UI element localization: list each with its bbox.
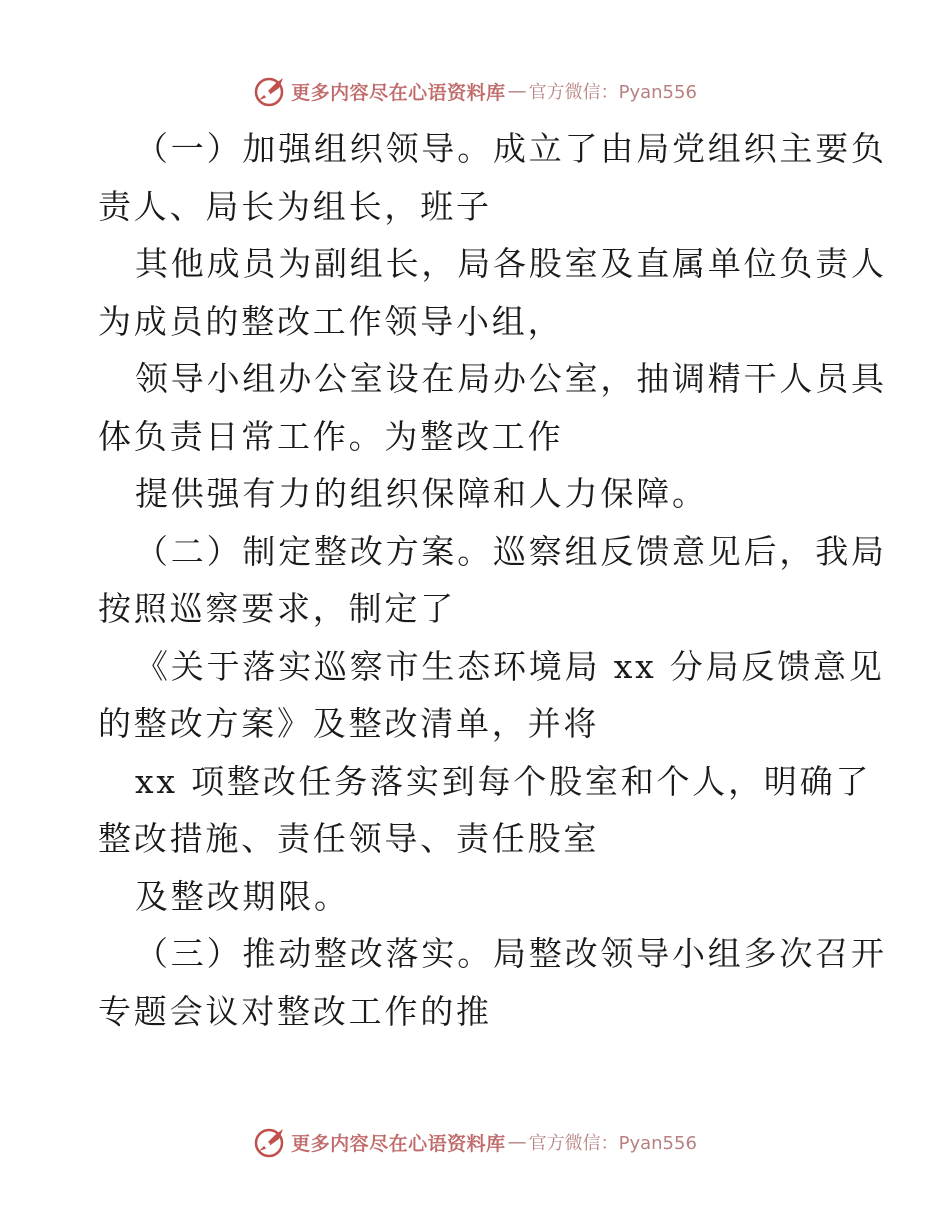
quill-logo-icon (253, 74, 287, 108)
text-line: 专题会议对整改工作的推 (98, 991, 492, 1031)
text-line: 《关于落实巡察市生态环境局 xx 分局反馈意见 (135, 646, 885, 686)
banner-site-text: 更多内容尽在心语资料库 (291, 1132, 506, 1155)
text-line: 体负责日常工作。为整改工作 (98, 416, 564, 456)
text-line: （三）推动整改落实。局整改领导小组多次召开 (135, 934, 887, 973)
banner-wechat-text: 官方微信：Pyan556 (528, 1133, 697, 1154)
document-body (98, 120, 887, 1040)
banner-separator: — (507, 1131, 527, 1153)
footer-banner (0, 1122, 950, 1162)
banner-separator: — (507, 80, 527, 102)
text-line: 按照巡察要求，制定了 (98, 589, 456, 628)
quill-logo-icon (253, 1125, 287, 1159)
text-line: 为成员的整改工作领导小组， (98, 301, 564, 341)
text-line: 的整改方案》及整改清单，并将 (98, 704, 600, 743)
text-line: （一）加强组织领导。成立了由局党组织主要负 (135, 129, 887, 168)
text-line: xx 项整改任务落实到每个股室和个人，明确了 (135, 761, 872, 801)
banner-wechat-text: 官方微信：Pyan556 (528, 82, 697, 103)
text-line: 提供强有力的组织保障和人力保障。 (135, 474, 708, 513)
text-line: （二）制定整改方案。巡察组反馈意见后，我局 (135, 531, 887, 571)
text-line: 整改措施、责任领导、责任股室 (98, 819, 600, 858)
text-line: 责人、局长为组长，班子 (98, 186, 492, 226)
text-line: 及整改期限。 (135, 876, 350, 916)
text-line: 领导小组办公室设在局办公室，抽调精干人员具 (135, 359, 887, 398)
text-line: 其他成员为副组长，局各股室及直属单位负责人 (135, 244, 887, 283)
banner-site-text: 更多内容尽在心语资料库 (291, 81, 506, 104)
header-banner (0, 71, 950, 111)
